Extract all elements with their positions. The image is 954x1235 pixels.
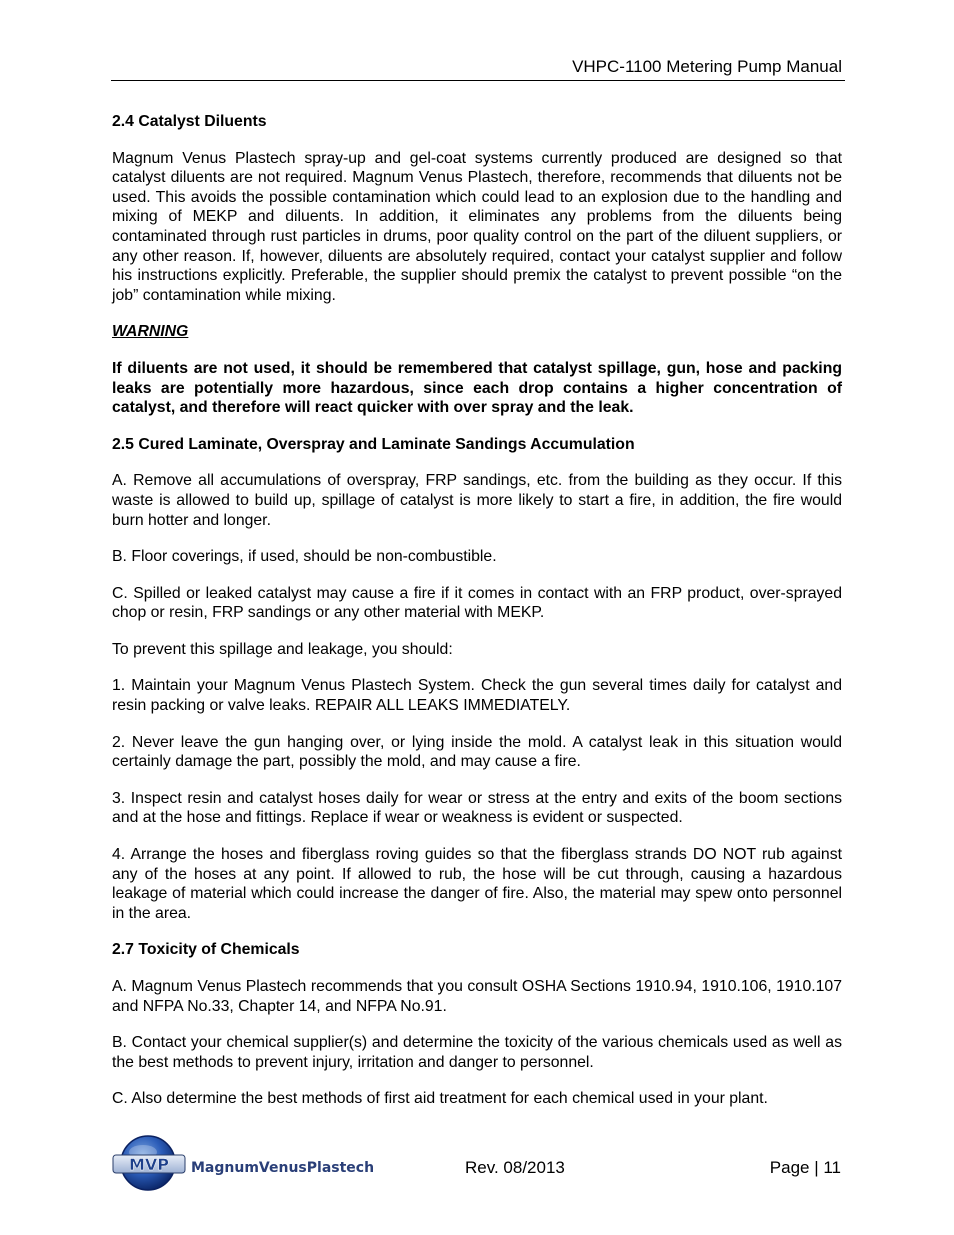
logo-mark-text: MVP bbox=[128, 1155, 170, 1174]
prevention-item-2: 2. Never leave the gun hanging over, or lying inside the mold. A catalyst leak in this situation would certainly damage the part, possibly the mold, and may cause a fire. bbox=[112, 733, 842, 771]
company-logo bbox=[110, 1130, 410, 1196]
paragraph-2-5-a: A. Remove all accumulations of overspray, FRP sandings, etc. from the building as they occur. If this waste is allowed to build up, spillage of catalyst is more likely to start a fire, in addition, the fire would burn hotter and longer. bbox=[112, 472, 842, 529]
section-heading-2-5: 2.5 Cured Laminate, Overspray and Laminate Sandings Accumulation bbox=[112, 435, 635, 453]
prevention-item-4: 4. Arrange the hoses and fiberglass roving guides so that the fiberglass strands DO NOT rub against any of the hoses at any point. If allowed to rub, the hose will be cut through, causing a hazardous leakage of material which could increase the danger of fire. Also, the material may spew onto personnel in the area. bbox=[112, 846, 842, 922]
paragraph-2-5-b: B. Floor coverings, if used, should be non-combustible. bbox=[112, 548, 497, 566]
header-title: VHPC-1100 Metering Pump Manual bbox=[572, 57, 842, 76]
paragraph-2-7-c: C. Also determine the best methods of first aid treatment for each chemical used in your plant. bbox=[112, 1090, 768, 1108]
page-number: Page | 11 bbox=[769, 1158, 841, 1177]
prevention-intro: To prevent this spillage and leakage, you should: bbox=[112, 640, 453, 658]
prevention-item-1: 1. Maintain your Magnum Venus Plastech System. Check the gun several times daily for catalyst and resin packing or valve leaks. REPAIR ALL LEAKS IMMEDIATELY. bbox=[112, 677, 842, 715]
page-footer bbox=[110, 1130, 845, 1196]
warning-text: If diluents are not used, it should be remembered that catalyst spillage, gun, hose and packing leaks are potentially more hazardous, since each drop contains a higher concentration of catalyst, and therefore will react quicker with over spray and the leak. bbox=[112, 359, 842, 417]
catalyst-diluents-paragraph: Magnum Venus Plastech spray-up and gel-coat systems currently produced are designed so that catalyst diluents are not required. Magnum Venus Plastech, therefore, recommends that diluents not be used. This avoids the possible contamination which could lead to an explosion due to the handling and mixing of MEKP and diluents. In addition, it eliminates any problems from the diluents being contaminated through rust particles in drums, poor quality control on the part of the diluent suppliers, or any other reason. If, however, diluents are absolutely required, contact your catalyst supplier and follow his instructions explicitly. Preferable, the supplier should premix the catalyst to prevent possible “on the job” contamination while mixing. bbox=[112, 149, 842, 304]
paragraph-2-7-a: A. Magnum Venus Plastech recommends that you consult OSHA Sections 1910.94, 1910.106, 1910.107 and NFPA No.33, Chapter 14, and NFPA No.91. bbox=[112, 978, 842, 1015]
revision-label: Rev. 08/2013 bbox=[465, 1158, 565, 1177]
document-body bbox=[112, 112, 842, 1126]
logo-wordmark-text: MagnumVenusPlastech bbox=[191, 1160, 375, 1176]
section-heading-2-4: 2.4 Catalyst Diluents bbox=[112, 113, 267, 130]
prevention-item-3: 3. Inspect resin and catalyst hoses daily for wear or stress at the entry and exits of the boom sections and at the hose and fittings. Replace if wear or weakness is evident or suspected. bbox=[112, 789, 842, 827]
paragraph-2-5-c: C. Spilled or leaked catalyst may cause a fire if it comes in contact with an FRP product, over-sprayed chop or resin, FRP sandings or any other material with MEKP. bbox=[112, 584, 842, 622]
warning-label: WARNING bbox=[112, 323, 189, 341]
section-heading-2-7: 2.7 Toxicity of Chemicals bbox=[112, 941, 300, 959]
paragraph-2-7-b: B. Contact your chemical supplier(s) and determine the toxicity of the various chemicals used as well as the best methods to prevent injury, irritation and danger to personnel. bbox=[112, 1034, 842, 1071]
header-divider bbox=[111, 80, 845, 81]
